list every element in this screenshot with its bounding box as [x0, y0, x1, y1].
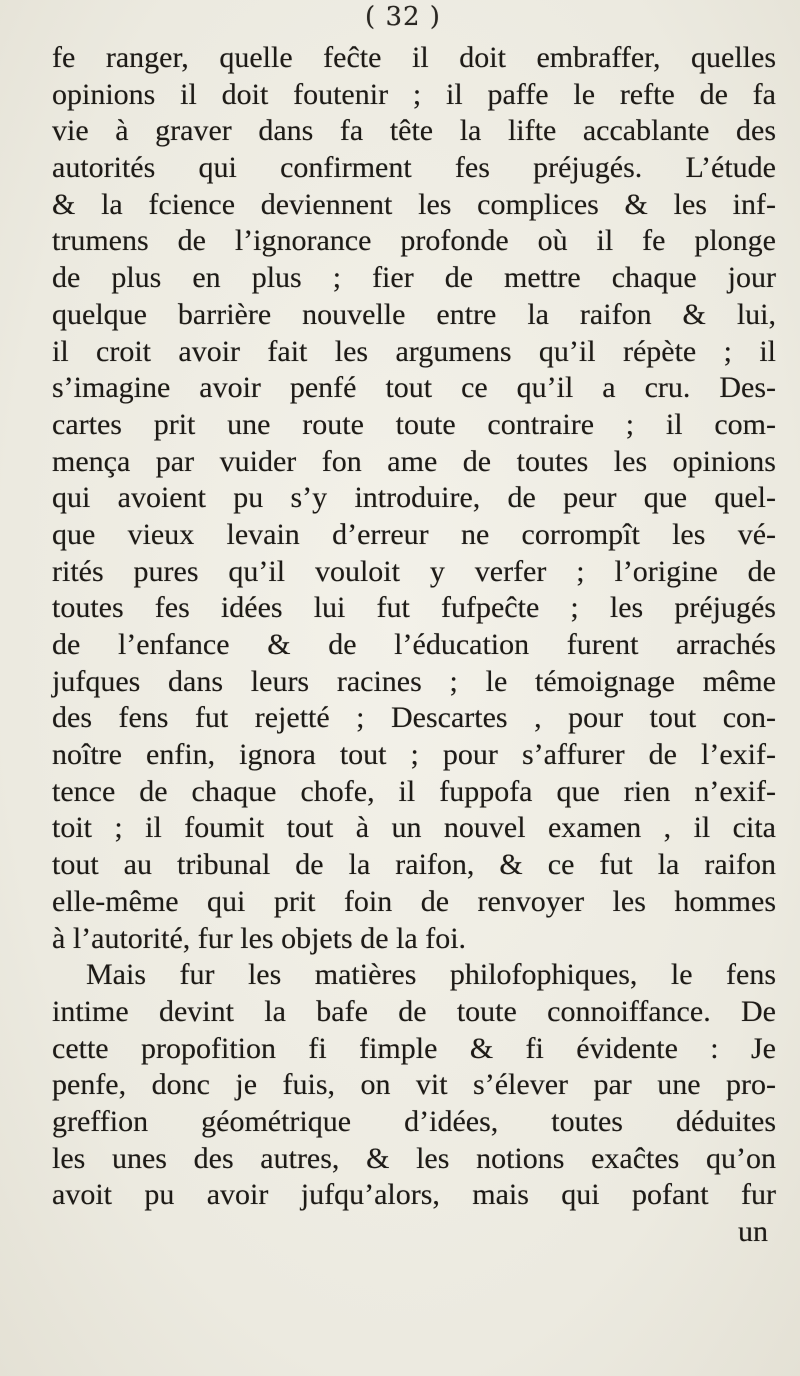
- text-line: quelque barrière nouvelle entre la raifon & lui,: [52, 297, 776, 331]
- text-line: tence de chaque chofe, il fuppofa que rien n’exif-: [52, 774, 776, 808]
- text-line: intime devint la bafe de toute connoiffance. De: [52, 994, 776, 1028]
- text-line: de l’enfance & de l’éducation furent arrachés: [52, 628, 776, 661]
- text-line: de plus en plus ; fier de mettre chaque jour: [52, 261, 776, 295]
- text-line: s’imagine avoir penfé tout ce qu’il a cru. Des-: [52, 371, 776, 405]
- text-line: jufques dans leurs racines ; le témoignage même: [52, 664, 776, 698]
- text-line: les unes des autres, & les notions exaĉtes qu’on: [52, 1141, 776, 1175]
- paragraph-start-line: Mais fur les matières philofophiques, le fens: [86, 958, 776, 992]
- text-line: cartes prit une route toute contraire ; il com-: [52, 407, 776, 441]
- body-text: [52, 40, 776, 1251]
- text-line: fe ranger, quelle feĉte il doit embraffer, quelles: [52, 41, 776, 74]
- text-line: noître enfin, ignora tout ; pour s’affurer de l’exif-: [52, 738, 776, 772]
- text-line: avoit pu avoir jufqu’alors, mais qui pofant fur: [52, 1178, 776, 1212]
- text-line: & la fcience deviennent les complices & les inf-: [52, 187, 776, 221]
- text-line: elle-même qui prit foin de renvoyer les hommes: [52, 884, 776, 918]
- text-line: opinions il doit foutenir ; il paffe le refte de fa: [52, 77, 776, 111]
- text-line: rités pures qu’il vouloit y verfer ; l’origine de: [52, 554, 776, 588]
- text-line: que vieux levain d’erreur ne corrompît les vé-: [52, 517, 776, 551]
- text-line: tout au tribunal de la raifon, & ce fut la raifon: [52, 848, 776, 882]
- text-line: toit ; il foumit tout à un nouvel examen , il cita: [52, 811, 776, 845]
- text-line: autorités qui confirment fes préjugés. L’étude: [52, 151, 776, 185]
- text-line: trumens de l’ignorance profonde où il fe plonge: [52, 224, 776, 258]
- text-line: penfe, donc je fuis, on vit s’élever par une pro-: [52, 1068, 776, 1102]
- text-line: à l’autorité, fur les objets de la foi.: [52, 921, 467, 955]
- text-line: greffion géométrique d’idées, toutes déduites: [52, 1104, 776, 1138]
- text-line: il croit avoir fait les argumens qu’il répète ; il: [52, 334, 776, 368]
- page-number: ( 32 ): [365, 2, 441, 32]
- text-line: des fens fut rejetté ; Descartes , pour tout con-: [52, 701, 776, 735]
- text-line: toutes fes idées lui fut fufpeĉte ; les préjugés: [52, 591, 776, 625]
- text-line: vie à graver dans fa tête la lifte accablante des: [52, 114, 776, 148]
- text-line: qui avoient pu s’y introduire, de peur que quel-: [52, 481, 776, 515]
- text-line: mença par vuider fon ame de toutes les opinions: [52, 444, 776, 478]
- text-line: cette propofition fi fimple & fi évidente : Je: [52, 1031, 776, 1065]
- catchword: un: [738, 1215, 768, 1248]
